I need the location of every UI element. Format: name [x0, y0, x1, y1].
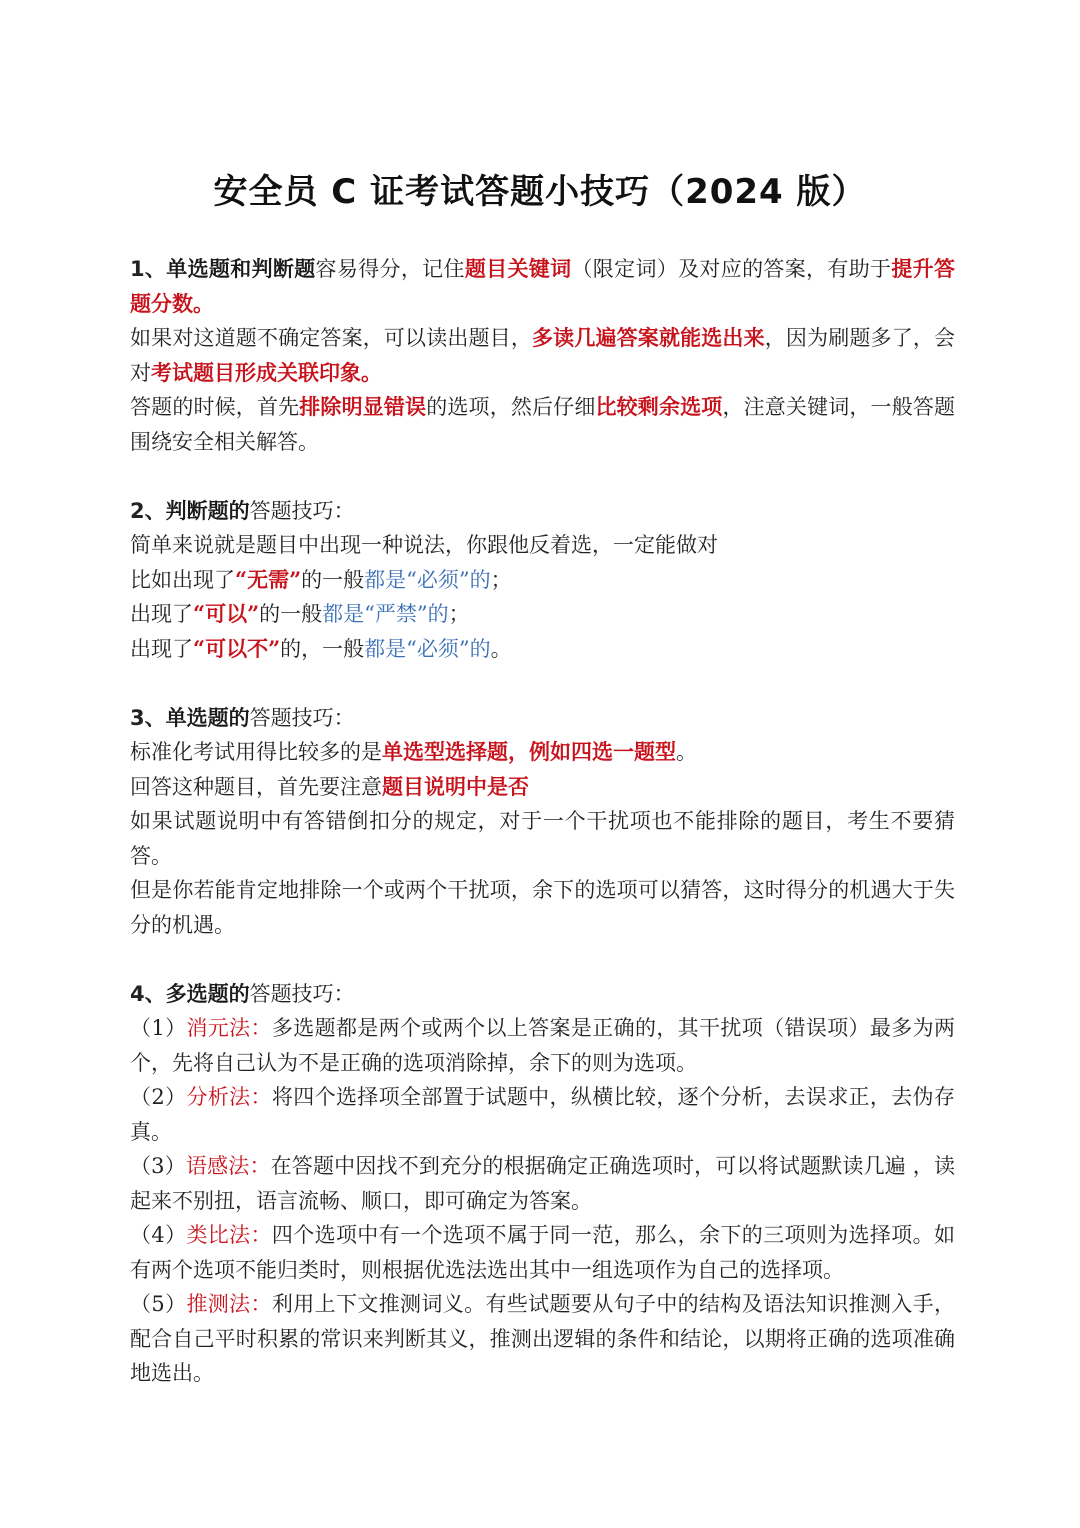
highlight-keyword: 单选型选择题，例如四选一题型 — [382, 739, 676, 764]
highlight-keyword: 排除明显错误 — [299, 394, 427, 419]
section-2-line-1: 简单来说就是题目中出现一种说法，你跟他反着选，一定能做对 — [130, 533, 718, 557]
section-2-line-3: 出现了“可以”的一般都是“严禁”的； — [130, 601, 470, 626]
highlight-answer: 都是“必须”的 — [364, 636, 491, 661]
method-item: （5）推测法：利用上下文推测词义。有些试题要从句子中的结构及语法知识推测入手，配合自己平时积累的常识来判断其义，推测出逻辑的条件和结论，以期将正确的选项准确地选出。 — [130, 1292, 955, 1385]
highlight-answer: 都是“严禁”的 — [322, 602, 449, 626]
section-2-heading: 2、判断题的答题技巧： — [130, 497, 355, 523]
method-item: （1）消元法：多选题都是两个或两个以上答案是正确的，其干扰项（错误项）最多为两个，先将自己认为不是正确的选项消除掉，余下的则为选项。 — [130, 1016, 955, 1075]
section-3-line-1: 标准化考试用得比较多的是单选型选择题，例如四选一题型。 — [130, 739, 697, 764]
section-2-line-4: 出现了“可以不”的，一般都是“必须”的。 — [130, 635, 512, 661]
section-3-number: 3、 — [130, 705, 166, 730]
section-3-heading: 3、单选题的答题技巧： — [130, 704, 355, 730]
document-body — [130, 252, 955, 1391]
method-name: 类比法： — [186, 1223, 272, 1247]
section-1-paragraph-1: 1、单选题和判断题容易得分，记住题目关键词（限定词）及对应的答案，有助于提升答题分数。 — [130, 256, 956, 316]
highlight-answer: 都是“必须”的 — [364, 567, 491, 592]
method-item: （2）分析法：将四个选择项全部置于试题中，纵横比较，逐个分析，去误求正，去伪存真。 — [130, 1085, 955, 1144]
method-name: 分析法： — [186, 1085, 272, 1109]
highlight-keyword: 题目关键词 — [464, 256, 572, 281]
section-4-heading: 4、多选题的答题技巧： — [130, 980, 355, 1006]
highlight-keyword: “无需” — [235, 566, 302, 592]
highlight-keyword: “可以” — [193, 601, 260, 626]
method-item: （4）类比法：四个选项中有一个选项不属于同一范，那么，余下的三项则为选择项。如有两个选项不能归类时，则根据优选法选出其中一组选项作为自己的选择项。 — [130, 1223, 955, 1282]
page-title: 安全员 C 证考试答题小技巧（2024 版） — [213, 172, 867, 212]
section-4-number: 4、 — [130, 981, 166, 1006]
section-3-line-4: 但是你若能肯定地排除一个或两个干扰项，余下的选项可以猜答，这时得分的机遇大于失分的机遇。 — [130, 878, 955, 937]
section-1-heading: 单选题和判断题 — [166, 256, 316, 281]
highlight-keyword: 提升答题分数。 — [130, 256, 956, 316]
highlight-keyword: 考试题目形成关联印象。 — [151, 359, 382, 385]
highlight-keyword: 多读几遍答案就能选出来 — [532, 325, 765, 350]
section-3-line-2: 回答这种题目，首先要注意题目说明中是否 — [130, 773, 529, 799]
section-1-number: 1、 — [130, 257, 167, 281]
section-3-line-3: 如果试题说明中有答错倒扣分的规定，对于一个干扰项也不能排除的题目，考生不要猜答。 — [130, 809, 955, 868]
method-item: （3）语感法：在答题中因找不到充分的根据确定正确选项时，可以将试题默读几遍 ，读起来不别扭，语言流畅、顺口，即可确定为答案。 — [130, 1154, 955, 1213]
section-1-paragraph-3: 答题的时候，首先排除明显错误的选项，然后仔细比较剩余选项，注意关键词，一般答题围绕安全相关解答。 — [130, 394, 956, 454]
highlight-keyword: 题目说明中是否 — [382, 773, 529, 799]
highlight-keyword: 比较剩余选项 — [595, 394, 723, 419]
section-2-line-2: 比如出现了“无需”的一般都是“必须”的； — [130, 566, 512, 592]
method-name: 语感法： — [185, 1154, 271, 1178]
section-2-number: 2、 — [130, 498, 166, 523]
section-1-paragraph-2: 如果对这道题不确定答案，可以读出题目，多读几遍答案就能选出来，因为刷题多了，会对考试题目形成关联印象。 — [130, 325, 956, 385]
method-name: 推测法： — [186, 1292, 272, 1316]
method-name: 消元法： — [186, 1016, 272, 1040]
highlight-keyword: “可以不” — [193, 635, 281, 661]
